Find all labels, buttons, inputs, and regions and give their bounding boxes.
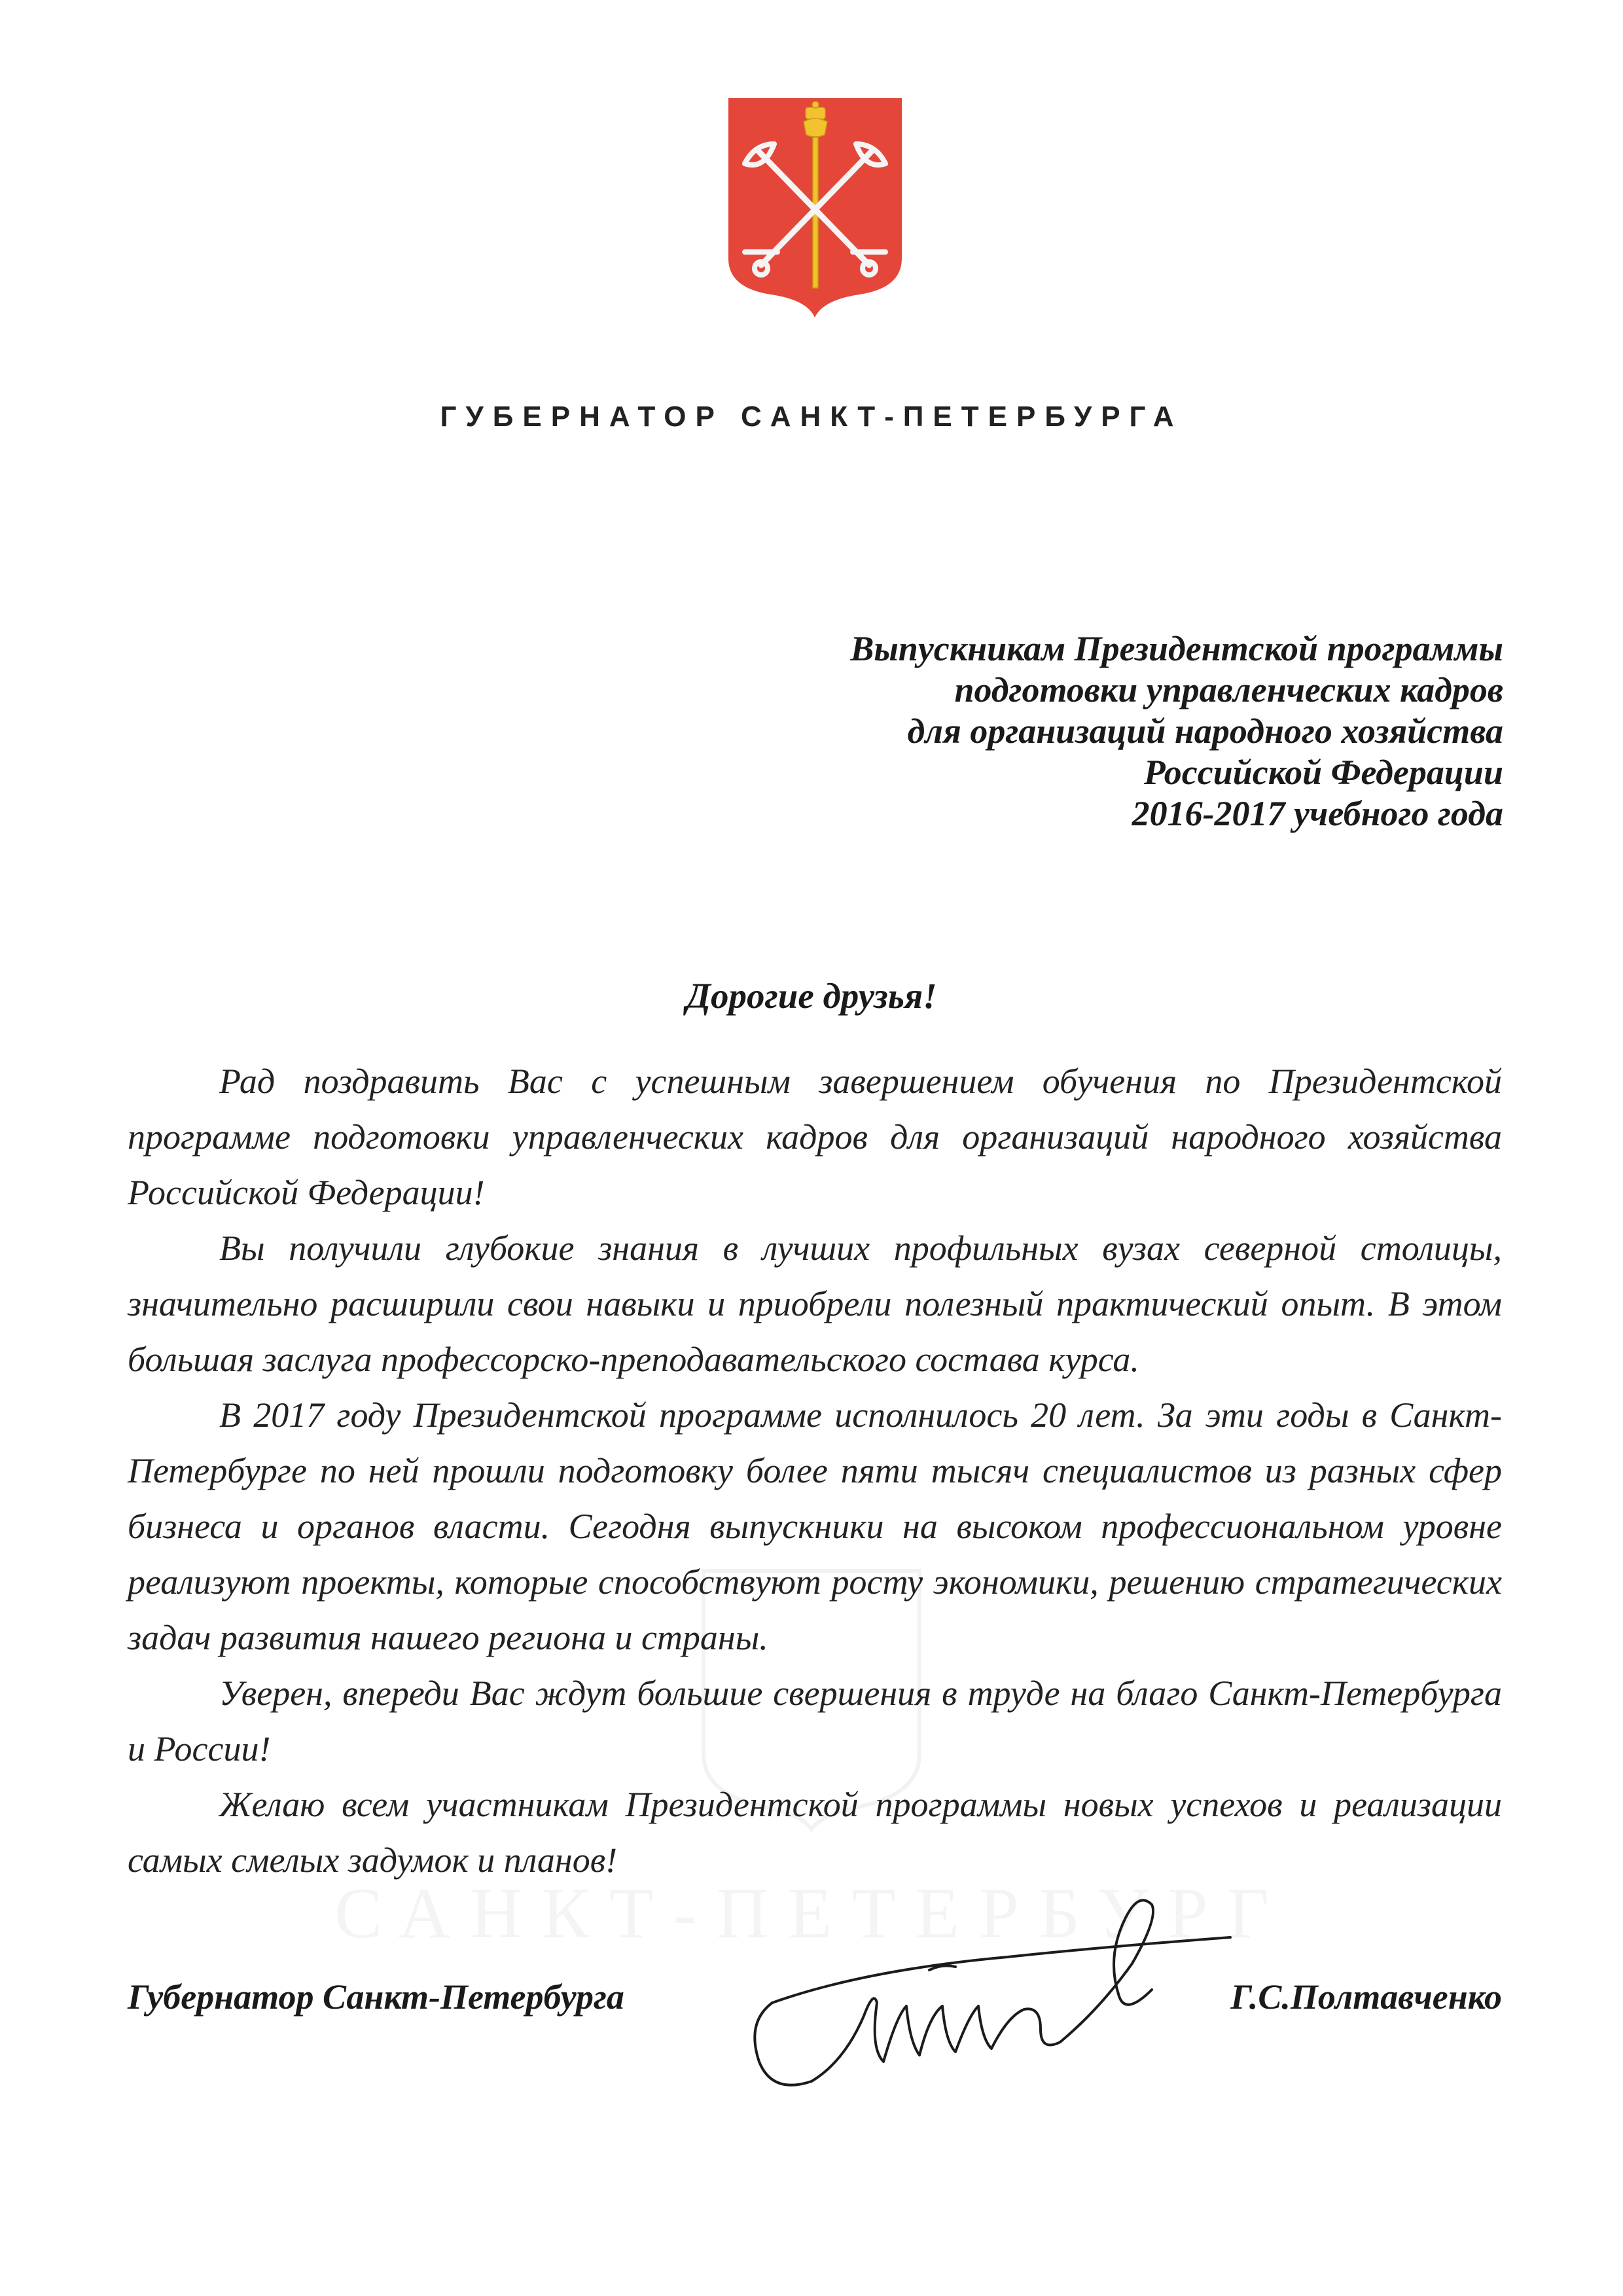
signature-row [128,1977,1502,2042]
body-paragraph: В 2017 году Президентской программе исполнилось 20 лет. За эти годы в Санкт-Петербурге по ней прошли подготовку более пяти тысяч специалистов из разных сфер бизнеса и органов власти. Сегодня выпускники на высоком профессиональном уровне реализуют проекты, которые способствуют росту экономики, решению стратегических задач развития нашего региона и страны. [128,1395,1502,1657]
body-paragraph: Уверен, впереди Вас ждут большие свершения в труде на благо Санкт-Петербурга и России! [128,1674,1502,1768]
body-paragraph: Желаю всем участникам Президентской программы новых успехов и реализации самых смелых задумок и планов! [128,1785,1502,1880]
salutation: Дорогие друзья! [686,976,937,1016]
body-paragraph: Вы получили глубокие знания в лучших профильных вузах северной столицы, значительно расширили свои навыки и приобрели полезный практический опыт. В этом большая заслуга профессорско-преподавательского состава курса. [128,1229,1502,1379]
addressee-line: для организаций народного хозяйства [907,711,1503,751]
addressee-line: Выпускникам Президентской программы [850,629,1503,668]
addressee-line: 2016-2017 учебного года [1132,794,1503,833]
body-paragraph: Рад поздравить Вас с успешным завершением обучения по Президентской программе подготовки управленческих кадров для организаций народного хозяйства Российской Федерации! [128,1062,1502,1212]
signatory-name: Г.С.Полтавченко [1230,1977,1502,2017]
signatory-title: Губернатор Санкт-Петербурга [128,1977,624,2017]
addressee-line: Российской Федерации [1143,753,1503,792]
addressee-line: подготовки управленческих кадров [954,670,1503,709]
addressee-block [587,628,1503,834]
page-title: ГУБЕРНАТОР САНКТ-ПЕТЕРБУРГА [440,401,1183,433]
letter-body [128,1054,1502,1888]
coat-of-arms-icon [728,98,902,317]
